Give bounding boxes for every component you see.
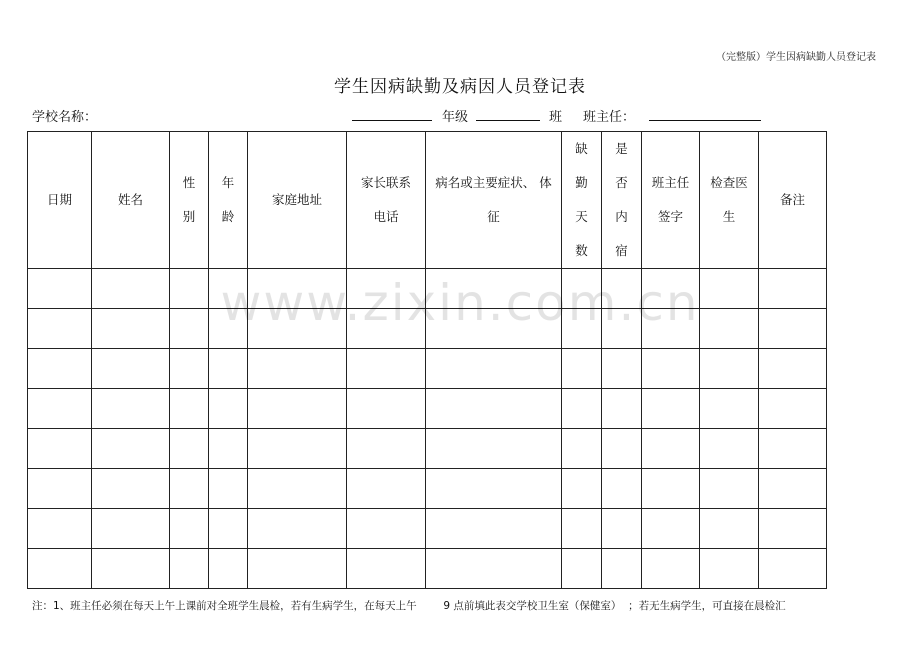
watermark: www.zixin.com.cn [220, 274, 700, 332]
table-cell[interactable] [426, 269, 562, 309]
table-cell[interactable] [759, 509, 827, 549]
table-cell[interactable] [602, 309, 642, 349]
table-cell[interactable] [209, 349, 248, 389]
table-row [28, 469, 827, 509]
col-symptoms: 病名或主要症状、 体征 [426, 132, 562, 269]
table-header-row [28, 132, 827, 269]
registration-table [27, 131, 827, 589]
table-cell[interactable] [347, 389, 426, 429]
table-cell[interactable] [28, 549, 92, 589]
table-cell[interactable] [700, 509, 759, 549]
table-cell[interactable] [92, 269, 170, 309]
head-teacher-label: 班主任： [583, 110, 636, 125]
table-cell[interactable] [28, 309, 92, 349]
col-teacher-sign: 班主任签字 [642, 132, 700, 269]
table-cell[interactable] [602, 469, 642, 509]
table-cell[interactable] [602, 389, 642, 429]
table-row [28, 349, 827, 389]
table-cell[interactable] [426, 469, 562, 509]
table-cell[interactable] [700, 389, 759, 429]
table-cell[interactable] [642, 389, 700, 429]
form-title: 学生因病缺勤及病因人员登记表 [334, 77, 586, 97]
table-cell[interactable] [92, 469, 170, 509]
table-cell[interactable] [426, 309, 562, 349]
table-cell[interactable] [759, 549, 827, 589]
table-cell[interactable] [209, 549, 248, 589]
table-row [28, 429, 827, 469]
table-cell[interactable] [347, 429, 426, 469]
table-cell[interactable] [170, 429, 209, 469]
table-cell[interactable] [602, 429, 642, 469]
table-cell[interactable] [248, 549, 347, 589]
col-date: 日期 [28, 132, 92, 269]
table-cell[interactable] [170, 469, 209, 509]
table-cell[interactable] [700, 269, 759, 309]
table-cell[interactable] [562, 549, 602, 589]
table-cell[interactable] [426, 429, 562, 469]
table-row [28, 549, 827, 589]
table-cell[interactable] [347, 509, 426, 549]
table-cell[interactable] [426, 509, 562, 549]
table-cell[interactable] [562, 269, 602, 309]
table-cell[interactable] [759, 429, 827, 469]
head-teacher-blank [649, 106, 761, 121]
grade-label: 年级 [442, 110, 469, 125]
table-cell[interactable] [642, 429, 700, 469]
table-cell[interactable] [170, 509, 209, 549]
table-cell[interactable] [347, 269, 426, 309]
table-cell[interactable] [642, 269, 700, 309]
table-cell[interactable] [426, 349, 562, 389]
table-cell[interactable] [209, 509, 248, 549]
table-cell[interactable] [700, 549, 759, 589]
school-name-label: 学校名称： [32, 110, 98, 125]
table-cell[interactable] [248, 269, 347, 309]
table-cell[interactable] [347, 309, 426, 349]
table-cell[interactable] [642, 309, 700, 349]
table-cell[interactable] [562, 349, 602, 389]
table-cell[interactable] [426, 549, 562, 589]
table-cell[interactable] [759, 269, 827, 309]
table-cell[interactable] [347, 549, 426, 589]
table-cell[interactable] [700, 349, 759, 389]
col-remarks: 备注 [759, 132, 827, 269]
col-doctor: 检查医生 [700, 132, 759, 269]
table-row [28, 309, 827, 349]
table-cell[interactable] [562, 509, 602, 549]
class-label: 班 [549, 110, 563, 125]
col-age: 年龄 [209, 132, 248, 269]
table-body [28, 269, 827, 589]
table-cell[interactable] [170, 269, 209, 309]
table-cell[interactable] [28, 269, 92, 309]
col-address: 家庭地址 [248, 132, 347, 269]
table-cell[interactable] [602, 549, 642, 589]
table-cell[interactable] [209, 429, 248, 469]
table-row [28, 509, 827, 549]
table-cell[interactable] [347, 349, 426, 389]
document-header-note: （完整版）学生因病缺勤人员登记表 [716, 52, 876, 63]
table-cell[interactable] [28, 349, 92, 389]
table-cell[interactable] [248, 509, 347, 549]
table-cell[interactable] [28, 389, 92, 429]
table-cell[interactable] [209, 309, 248, 349]
table-cell[interactable] [92, 429, 170, 469]
table-cell[interactable] [562, 469, 602, 509]
table-cell[interactable] [28, 469, 92, 509]
table-cell[interactable] [170, 389, 209, 429]
table-cell[interactable] [642, 469, 700, 509]
col-parent-phone: 家长联系电话 [347, 132, 426, 269]
school-name-blank [352, 106, 432, 121]
table-cell[interactable] [426, 389, 562, 429]
table-cell[interactable] [562, 429, 602, 469]
table-cell[interactable] [248, 469, 347, 509]
table-cell[interactable] [347, 469, 426, 509]
table-cell[interactable] [170, 349, 209, 389]
table-cell[interactable] [562, 309, 602, 349]
table-cell[interactable] [759, 309, 827, 349]
table-cell[interactable] [248, 349, 347, 389]
table-cell[interactable] [209, 389, 248, 429]
table-cell[interactable] [562, 389, 602, 429]
table-cell[interactable] [92, 389, 170, 429]
table-cell[interactable] [700, 429, 759, 469]
table-row [28, 269, 827, 309]
table-row [28, 389, 827, 429]
col-gender: 性别 [170, 132, 209, 269]
table-cell[interactable] [759, 469, 827, 509]
table-cell[interactable] [92, 509, 170, 549]
table-cell[interactable] [28, 429, 92, 469]
table-cell[interactable] [209, 469, 248, 509]
table-cell[interactable] [700, 469, 759, 509]
table-cell[interactable] [248, 429, 347, 469]
table-cell[interactable] [92, 349, 170, 389]
table-cell[interactable] [92, 549, 170, 589]
table-cell[interactable] [602, 269, 642, 309]
table-cell[interactable] [700, 309, 759, 349]
table-cell[interactable] [248, 389, 347, 429]
col-boarding: 是否内宿 [602, 132, 642, 269]
table-cell[interactable] [602, 509, 642, 549]
table-cell[interactable] [28, 509, 92, 549]
table-cell[interactable] [642, 509, 700, 549]
table-cell[interactable] [642, 349, 700, 389]
table-cell[interactable] [642, 549, 700, 589]
table-cell[interactable] [759, 349, 827, 389]
table-cell[interactable] [248, 309, 347, 349]
grade-blank [476, 106, 540, 121]
table-cell[interactable] [759, 389, 827, 429]
col-name: 姓名 [92, 132, 170, 269]
col-absent-days: 缺勤天数 [562, 132, 602, 269]
table-cell[interactable] [170, 549, 209, 589]
table-cell[interactable] [209, 269, 248, 309]
table-cell[interactable] [602, 349, 642, 389]
footnote: 注：1、班主任必须在每天上午上课前对全班学生晨检，若有生病学生，在每天上午 9 点前填此表交学校卫生室（保健室） ；若无生病学生，可直接在晨检汇 [32, 600, 786, 612]
table-cell[interactable] [170, 309, 209, 349]
table-cell[interactable] [92, 309, 170, 349]
